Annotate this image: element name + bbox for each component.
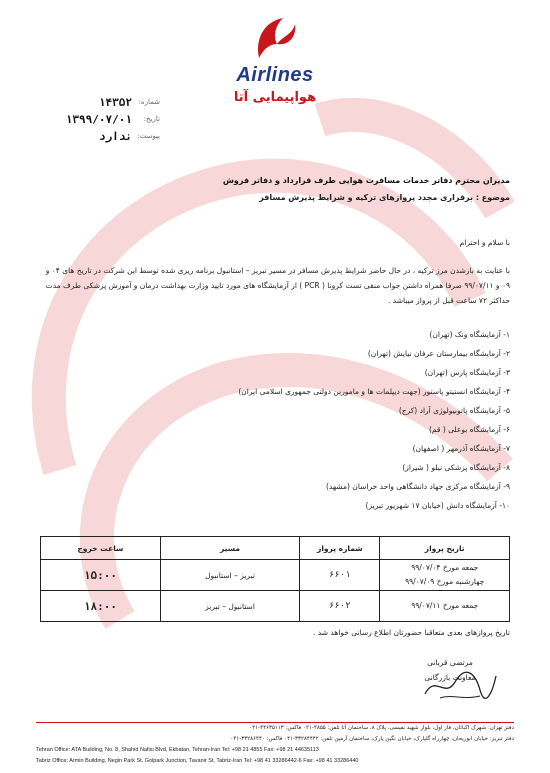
list-item: ۱- آزمایشگاه ونک (تهران) [429, 330, 510, 339]
meta-number-label: شماره: [138, 98, 160, 106]
list-item: ۸- آزمایشگاه پزشکی نیلو ( شیراز) [402, 463, 510, 472]
table-row [41, 591, 510, 622]
meta-date-label: تاریخ: [143, 115, 160, 123]
flight-number-cell: ۶۶۰۱ [300, 560, 380, 591]
footer-tehran-fa: دفتر تهران: شهرک اکباتان، فاز اول، بلوار شهید نفیسی، پلاک ۸، ساختمان آتا تلفن: ۴۸۵۵-۰۲۱ فاکس: ۴۴۶۳۵۱۱۳-۰۲۱ [249, 725, 514, 731]
flight-number-cell: ۶۶۰۲ [300, 591, 380, 622]
header-flight-number: شماره پرواز [300, 537, 380, 560]
signer-name: مرتضی قربانی [427, 658, 473, 667]
flight-schedule-table [40, 536, 510, 622]
list-item: ۴- آزمایشگاه انستیتو پاستور (جهت دیپلمات ها و مامورین دولتی جمهوری اسلامی ایران) [238, 387, 510, 396]
flight-date: جمعه مورخ ۹۹/۰۷/۰۴ [411, 563, 479, 572]
footer-tabriz-en: Tabriz Office: Armin Building, Negin Park St, Golpark Junction, Tavanir St, Tabriz-Iran Tel: +98 41 33286442-6 Fax: +98 41 33286440 [36, 758, 359, 764]
table-header-row [41, 537, 510, 560]
route-cell: استانبول – تبریز [160, 591, 299, 622]
list-item: ۲- آزمایشگاه بیمارستان عرفان نیایش (تهران) [367, 349, 510, 358]
logo-brand-persian: هواپیمایی آتا [233, 90, 317, 105]
greeting: با سلام و احترام [459, 238, 510, 247]
bird-logo-icon [253, 14, 297, 62]
meta-date-row [40, 113, 160, 130]
list-item: ۷- آزمایشگاه آذرمهر ( اصفهان) [412, 444, 510, 453]
signer-title: معاونت بازرگانی [424, 673, 476, 682]
list-item: ۳- آزمایشگاه پارس (تهران) [424, 368, 510, 377]
lab-list [40, 325, 510, 515]
flight-date: چهارشنبه مورخ ۹۹/۰۷/۰۹ [405, 577, 485, 586]
meta-date-value: ۱۳۹۹/۰۷/۰۱ [65, 113, 132, 126]
meta-number-row [40, 96, 160, 113]
company-logo [215, 14, 335, 114]
handwritten-signature [420, 664, 500, 704]
meta-number-value: ۱۴۳۵۲ [98, 96, 132, 109]
departure-time-cell: ۱۸:۰۰ [41, 591, 161, 622]
footer-tabriz-fa: دفتر تبریز: خیابان ابوریحان، چهارراه گلپارک، خیابان نگین پارک، ساختمان آرمین تلفن: ۳۳۲۸۴۴۴۲-۰۴۱ فاکس: ۳۳۲۸۶۴۴۰-۰۴۱ [230, 736, 514, 742]
recipient-line: مدیران محترم دفاتر خدمات مسافرت هوایی طرف قرارداد و دفاتر فروش [222, 176, 510, 185]
table-row [41, 560, 510, 591]
flight-dates-cell [380, 591, 510, 622]
flight-dates-cell [380, 560, 510, 591]
closing-note: تاریخ پروازهای بعدی متعاقبا حضورتان اطلاع رسانی خواهد شد . [312, 628, 510, 637]
letter-meta [40, 96, 160, 147]
flight-date: جمعه مورخ ۹۹/۰۷/۱۱ [411, 601, 479, 610]
list-item: ۵- آزمایشگاه پاتوبیولوژی آراد (کرج) [398, 406, 510, 415]
footer-tehran-en: Tehran Office: ATA Building, No. 8, Shahid Nafisi Blvd, Ekbatan, Tehran-Iran Tel: +98 21 4855 Fax: +98 21 44635113 [36, 747, 319, 753]
list-item: ۱۰- آزمایشگاه دانش (خیابان ۱۷ شهریور تبریز) [365, 501, 510, 510]
header-departure-time: ساعت خروج [41, 537, 161, 560]
route-cell: تبریز – استانبول [160, 560, 299, 591]
list-item: ۶- آزمایشگاه بوعلی ( قم) [428, 425, 510, 434]
logo-brand-text: Airlines [236, 64, 314, 86]
meta-attachment-row [40, 130, 160, 147]
departure-time-cell: ۱۵:۰۰ [41, 560, 161, 591]
header-route: مسیر [160, 537, 299, 560]
subject-line: موضوع : برقراری مجدد پروازهای ترکیه و شرایط پذیرش مسافر [259, 193, 510, 202]
header-flight-date: تاریخ پرواز [380, 537, 510, 560]
body-paragraph: با عنایت به بازشدن مرز ترکیه ، در حال حاضر شرایط پذیرش مسافر در مسیر تبریز – استانبول برنامه ریزی شده توسط این شرکت در تاریخ های ۰۴ و ۰۹ و ۹۹/۰۷/۱۱ صرفا همراه داشتن جواب منفی تست کرونا ( PCR ) از آزمایشگاه های مورد تایید وزارت بهداشت درمان و آموزش پزشکی طرف مدت حداکثر ۷۲ ساعت قبل از پرواز میباشد . [45, 266, 510, 305]
list-item: ۹- آزمایشگاه مرکزی جهاد دانشگاهی واحد خراسان (مشهد) [325, 482, 510, 491]
letter-footer [36, 722, 514, 767]
meta-attachment-value: ندارد [98, 130, 132, 143]
meta-attachment-label: پیوست: [137, 132, 160, 140]
